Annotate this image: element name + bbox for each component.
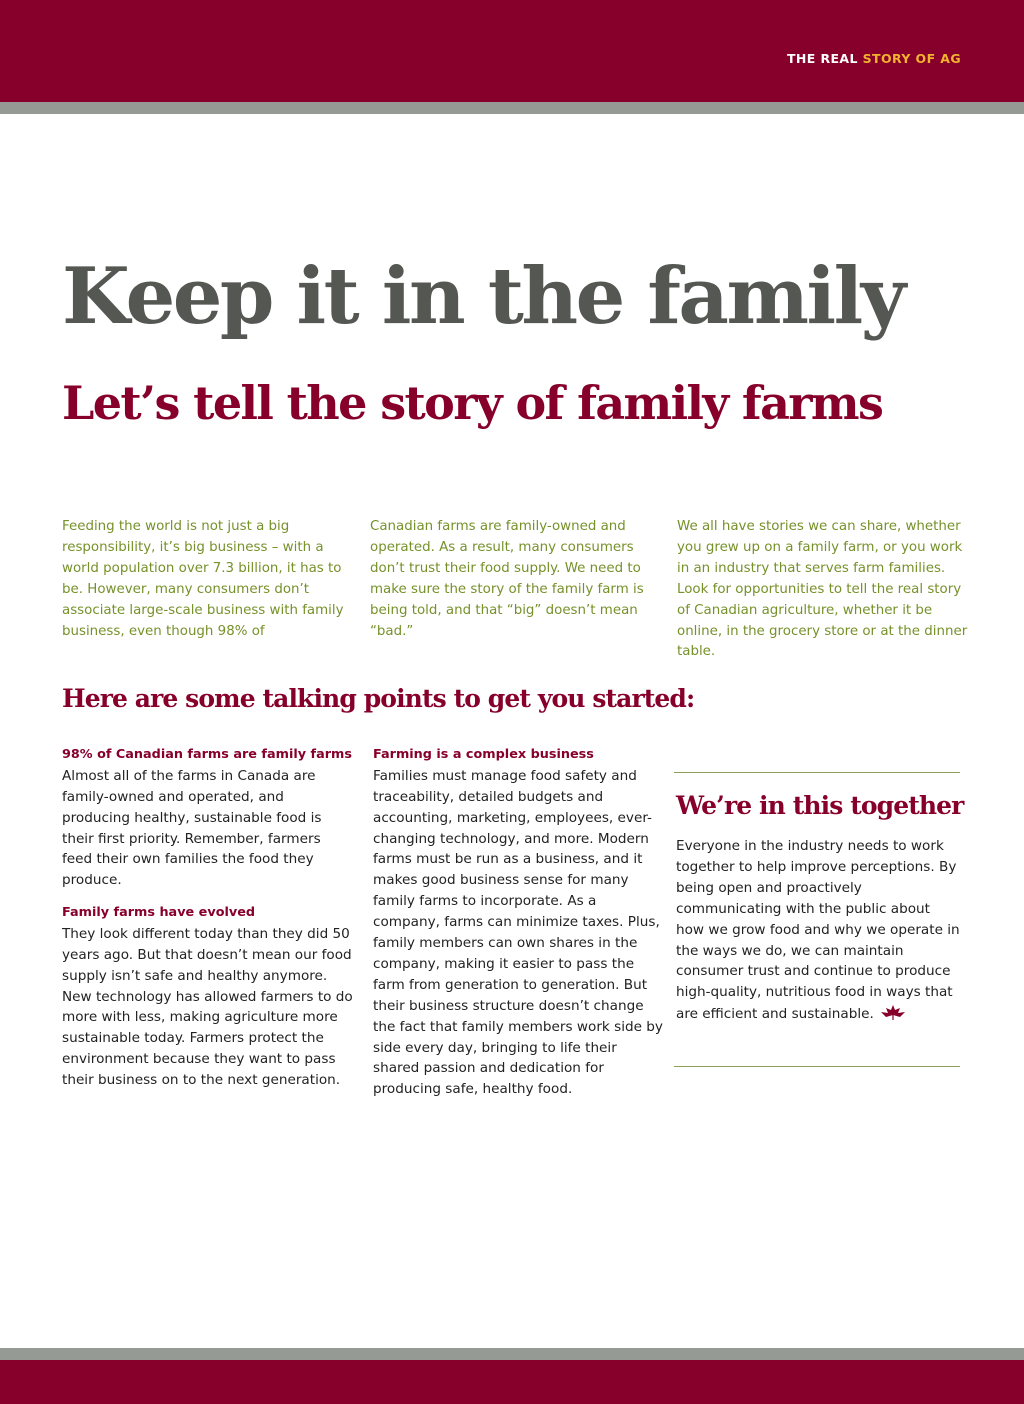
talking-points-heading: Here are some talking points to get you started: [62, 684, 695, 713]
talking-point-heading: 98% of Canadian farms are family farms [62, 747, 352, 762]
page-title: Keep it in the family [62, 251, 904, 342]
header-band [0, 0, 1024, 102]
talking-point-body: Families must manage food safety and traceability, detailed budgets and accounting, marketing, employees, ever-changing technology, and more. Modern farms must be run as a business, and it makes good business sense for many family farms to incorporate. As a company, farms can minimize taxes. Plus, family members can own shares in the company, making it easier to pass the farm from generation to generation. But their business structure doesn’t change the fact that family members work side by side every day, bringing to life their shared passion and dedication for producing safe, healthy food. [373, 767, 663, 1098]
footer-stripe [0, 1348, 1024, 1360]
talking-point-body: Almost all of the farms in Canada are family-owned and operated, and producing healthy, sustainable food is their first priority. Remember, farmers feed their own families the food they produce. [62, 767, 322, 889]
header-tag-accent: STORY OF AG [862, 51, 961, 66]
page-subtitle: Let’s tell the story of family farms [62, 376, 883, 430]
footer-band [0, 1360, 1024, 1404]
intro-column-2: Canadian farms are family-owned and operated. As a result, many consumers don’t trust their food supply. We need to make sure the story of the family farm is being told, and that “big” doesn’t mean “bad.” [370, 519, 644, 639]
header-tag-prefix: THE REAL [786, 51, 858, 66]
talking-point-heading: Farming is a complex business [373, 747, 594, 762]
talking-point-body: They look different today than they did 50 years ago. But that doesn’t mean our food supply isn’t safe and healthy anymore. New technology has allowed farmers to do more with less, making agriculture more sustainable today. Farmers protect the environment because they want to pass their business on to the next generation. [62, 925, 353, 1089]
talking-point-family-farms [62, 745, 354, 891]
header-stripe [0, 102, 1024, 114]
talking-point-complex-business [373, 745, 665, 1100]
together-heading: We’re in this together [676, 791, 964, 820]
intro-column-1: Feeding the world is not just a big responsibility, it’s big business – with a world population over 7.3 billion, it has to be. However, many consumers don’t associate large-scale business with family business, even though 98% of [62, 519, 344, 639]
maple-leaf-icon [878, 1003, 908, 1028]
together-body [676, 836, 962, 1028]
together-body-text: Everyone in the industry needs to work together to help improve perceptions. By being open and proactively communicating with the public about how we grow food and why we operate in the ways we do, we can maintain consumer trust and continue to produce high-quality, nutritious food in ways that are efficient and sustainable. [676, 838, 960, 1023]
talking-point-heading: Family farms have evolved [62, 905, 256, 920]
intro-column-3: We all have stories we can share, whether you grew up on a family farm, or you work in an industry that serves farm families. Look for opportunities to tell the real story of Canadian agriculture, whether it be online, in the grocery store or at the dinner table. [677, 519, 968, 660]
talking-point-evolved [62, 903, 354, 1091]
header-tag [787, 51, 961, 66]
sidebar-rule-top [674, 772, 960, 773]
sidebar-rule-bottom [674, 1066, 960, 1067]
